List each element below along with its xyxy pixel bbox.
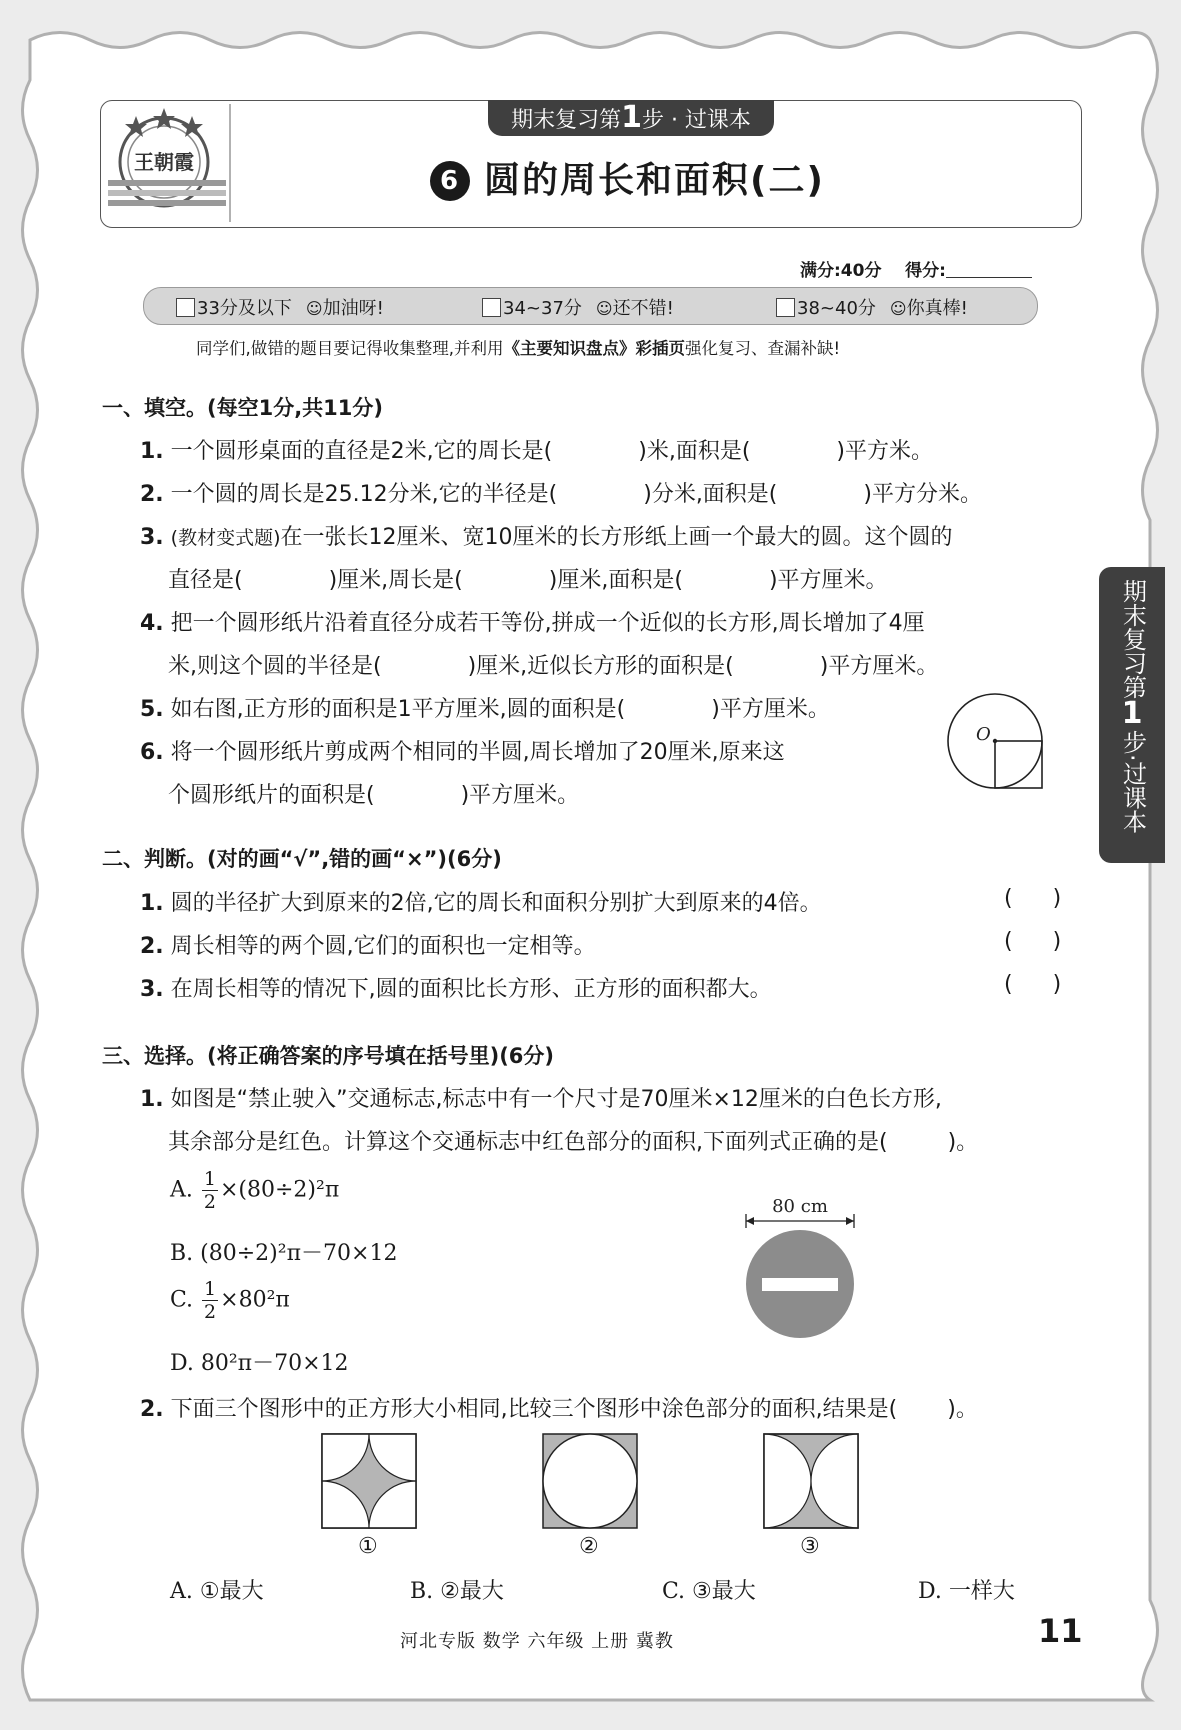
- side-tab-num: 1: [1121, 696, 1143, 731]
- q6-l2a: 个圆形纸片的面积是(: [168, 783, 375, 808]
- header-divider: [229, 104, 231, 222]
- q3-l2c: )厘米,面积是(: [548, 568, 683, 593]
- q-number: 3.: [140, 525, 164, 550]
- note-bold: 《主要知识盘点》彩插页: [503, 339, 685, 358]
- s2-item-2: [140, 929, 596, 960]
- center-label: O: [976, 724, 991, 745]
- s1-question-4-line2: [168, 649, 938, 680]
- study-note: [196, 335, 840, 359]
- q-number: 5.: [140, 697, 164, 722]
- section1-title: 一、填空。(每空1分,共11分): [102, 396, 384, 420]
- header-tab-num: 1: [621, 100, 642, 135]
- q2-option-a[interactable]: A. ①最大: [170, 1579, 264, 1604]
- logo-text: 王朝霞: [134, 150, 194, 174]
- smile-icon: ☺: [595, 299, 613, 318]
- grade-comment-3: 你真棒!: [906, 298, 968, 319]
- figure-label-2: ②: [579, 1534, 599, 1559]
- s2-item-2-text: 周长相等的两个圆,它们的面积也一定相等。: [170, 934, 596, 959]
- shaded-figure-1: [320, 1432, 418, 1530]
- q2-option-b[interactable]: B. ②最大: [410, 1579, 504, 1604]
- q2-option-d[interactable]: D. 一样大: [918, 1579, 1015, 1604]
- grade-option-3[interactable]: [776, 294, 968, 320]
- s2-item-1-text: 圆的半径扩大到原来的2倍,它的周长和面积分别扩大到原来的4倍。: [170, 891, 822, 916]
- s3-question-1: [140, 1082, 942, 1113]
- q-number: 3.: [140, 977, 164, 1002]
- q4-l2b: )厘米,近似长方形的面积是(: [467, 654, 734, 679]
- got-score-label: 得分:: [905, 261, 946, 281]
- section2-title: 二、判断。(对的画“√”,错的画“×”)(6分): [102, 847, 502, 871]
- s3q1-line2a: 其余部分是红色。计算这个交通标志中红色部分的面积,下面列式正确的是(: [168, 1130, 888, 1155]
- q-number: 2.: [140, 482, 164, 507]
- section3-title: 三、选择。(将正确答案的序号填在括号里)(6分): [102, 1044, 555, 1068]
- q-number: 1.: [140, 439, 164, 464]
- full-score: 满分:40分: [800, 261, 882, 281]
- q-number: 6.: [140, 740, 164, 765]
- q3-tag: (教材变式题): [170, 527, 281, 549]
- unit-number-badge: 6: [430, 161, 470, 201]
- score-line: [800, 256, 1032, 281]
- no-entry-sign-figure: [740, 1192, 870, 1342]
- grade-comment-1: 加油呀!: [322, 298, 384, 319]
- header-tab-post: 步 · 过课本: [641, 108, 751, 133]
- q3-l2a: 直径是(: [168, 568, 243, 593]
- option-a-text: ×(80÷2)²π: [219, 1177, 340, 1203]
- note-pre: 同学们,做错的题目要记得收集整理,并利用: [196, 339, 504, 358]
- option-c[interactable]: [170, 1278, 290, 1323]
- page-number: 11: [1038, 1612, 1083, 1650]
- q6-l2b: )平方厘米。: [460, 783, 580, 808]
- smile-icon: ☺: [305, 299, 323, 318]
- s1-question-6-line2: [168, 778, 579, 809]
- q2-option-c[interactable]: C. ③最大: [662, 1579, 756, 1604]
- s1-question-1: [140, 434, 933, 465]
- fraction-half: $\frac{1}{2}$: [203, 1168, 216, 1213]
- s3q1-line1: 如图是“禁止驶入”交通标志,标志中有一个尺寸是70厘米×12厘米的白色长方形,: [170, 1087, 942, 1112]
- s3q1-line2b: )。: [947, 1130, 979, 1155]
- q-number: 1.: [140, 1087, 164, 1112]
- option-a[interactable]: [170, 1168, 339, 1213]
- title-text: 圆的周长和面积(二): [484, 160, 825, 201]
- q5-text-a: 如右图,正方形的面积是1平方厘米,圆的面积是(: [170, 697, 626, 722]
- circle-square-figure: [944, 690, 1048, 794]
- q2-text-b: )分米,面积是(: [643, 482, 778, 507]
- header-step-tab: [488, 100, 774, 136]
- grade-range-2: 34~37分: [503, 298, 582, 319]
- grade-comment-2: 还不错!: [612, 298, 674, 319]
- grade-option-2[interactable]: [482, 294, 674, 320]
- grade-checkbox-3[interactable]: [776, 298, 795, 317]
- option-a-label: A.: [170, 1177, 193, 1203]
- s1-question-6: [140, 735, 785, 766]
- q-number: 1.: [140, 891, 164, 916]
- s1-question-2: [140, 477, 982, 508]
- q-number: 4.: [140, 611, 164, 636]
- footer-info: 河北专版 数学 六年级 上册 冀教: [400, 1631, 674, 1652]
- figure-label-1: ①: [358, 1534, 378, 1559]
- figure-label-3: ③: [800, 1534, 820, 1559]
- grade-range-3: 38~40分: [797, 298, 876, 319]
- shaded-figure-3: [762, 1432, 860, 1530]
- s2-item-3: [140, 972, 772, 1003]
- fraction-half: $\frac{1}{2}$: [204, 1278, 217, 1323]
- side-step-tab: [1099, 567, 1165, 863]
- judge-paren-3[interactable]: ( ): [1004, 972, 1062, 997]
- q2-text-c: )平方分米。: [863, 482, 982, 507]
- header-tab-pre: 期末复习第: [511, 108, 622, 133]
- q-number: 2.: [140, 934, 164, 959]
- s2-item-3-text: 在周长相等的情况下,圆的面积比长方形、正方形的面积都大。: [170, 977, 772, 1002]
- sign-width-label: 80 cm: [772, 1196, 828, 1217]
- option-c-label: C.: [170, 1287, 194, 1313]
- s3q2-text-b: )。: [947, 1397, 978, 1422]
- s1-question-5: [140, 692, 830, 723]
- option-b[interactable]: B. (80÷2)²π－70×12: [170, 1241, 398, 1266]
- s3q2-text-a: 下面三个图形中的正方形大小相同,比较三个图形中涂色部分的面积,结果是(: [170, 1397, 898, 1422]
- judge-paren-2[interactable]: ( ): [1004, 929, 1062, 954]
- option-c-text: ×80²π: [220, 1287, 290, 1313]
- q4-l2c: )平方厘米。: [819, 654, 939, 679]
- s3-question-2: [140, 1392, 978, 1423]
- q1-text-b: )米,面积是(: [638, 439, 751, 464]
- smile-icon: ☺: [889, 299, 907, 318]
- judge-paren-1[interactable]: ( ): [1004, 886, 1062, 911]
- grade-option-1[interactable]: [176, 294, 384, 320]
- q3-l2d: )平方厘米。: [768, 568, 888, 593]
- note-post: 强化复习、查漏补缺!: [685, 339, 841, 358]
- grade-range-1: 33分及以下: [197, 298, 292, 319]
- page-title: [430, 152, 825, 203]
- q2-text-a: 一个圆的周长是25.12分米,它的半径是(: [170, 482, 558, 507]
- s1-question-4: [140, 606, 925, 637]
- side-tab-pre: 期末复习第: [1118, 579, 1147, 699]
- q1-text-a: 一个圆形桌面的直径是2米,它的周长是(: [170, 439, 553, 464]
- s2-item-1: [140, 886, 822, 917]
- q6-text-a: 将一个圆形纸片剪成两个相同的半圆,周长增加了20厘米,原来这: [170, 740, 785, 765]
- q5-text-b: )平方厘米。: [711, 697, 830, 722]
- grade-checkbox-1[interactable]: [176, 298, 195, 317]
- s3-question-1-line2: [168, 1125, 978, 1156]
- q4-l2a: 米,则这个圆的半径是(: [168, 654, 382, 679]
- grade-checkbox-2[interactable]: [482, 298, 501, 317]
- option-d[interactable]: D. 80²π－70×12: [170, 1351, 349, 1376]
- q1-text-c: )平方米。: [836, 439, 934, 464]
- shaded-figure-2: [541, 1432, 639, 1530]
- side-tab-post: 步·过课本: [1118, 730, 1147, 834]
- q3-l2b: )厘米,周长是(: [328, 568, 463, 593]
- score-blank[interactable]: [946, 263, 1032, 278]
- s1-question-3-line2: [168, 563, 888, 594]
- q4-text-a: 把一个圆形纸片沿着直径分成若干等份,拼成一个近似的长方形,周长增加了4厘: [170, 611, 925, 636]
- q3-text-a: 在一张长12厘米、宽10厘米的长方形纸上画一个最大的圆。这个圆的: [280, 525, 953, 550]
- grade-bar: [143, 287, 1038, 325]
- q-number: 2.: [140, 1397, 164, 1422]
- s1-question-3: [140, 520, 953, 551]
- brand-logo: [108, 106, 226, 218]
